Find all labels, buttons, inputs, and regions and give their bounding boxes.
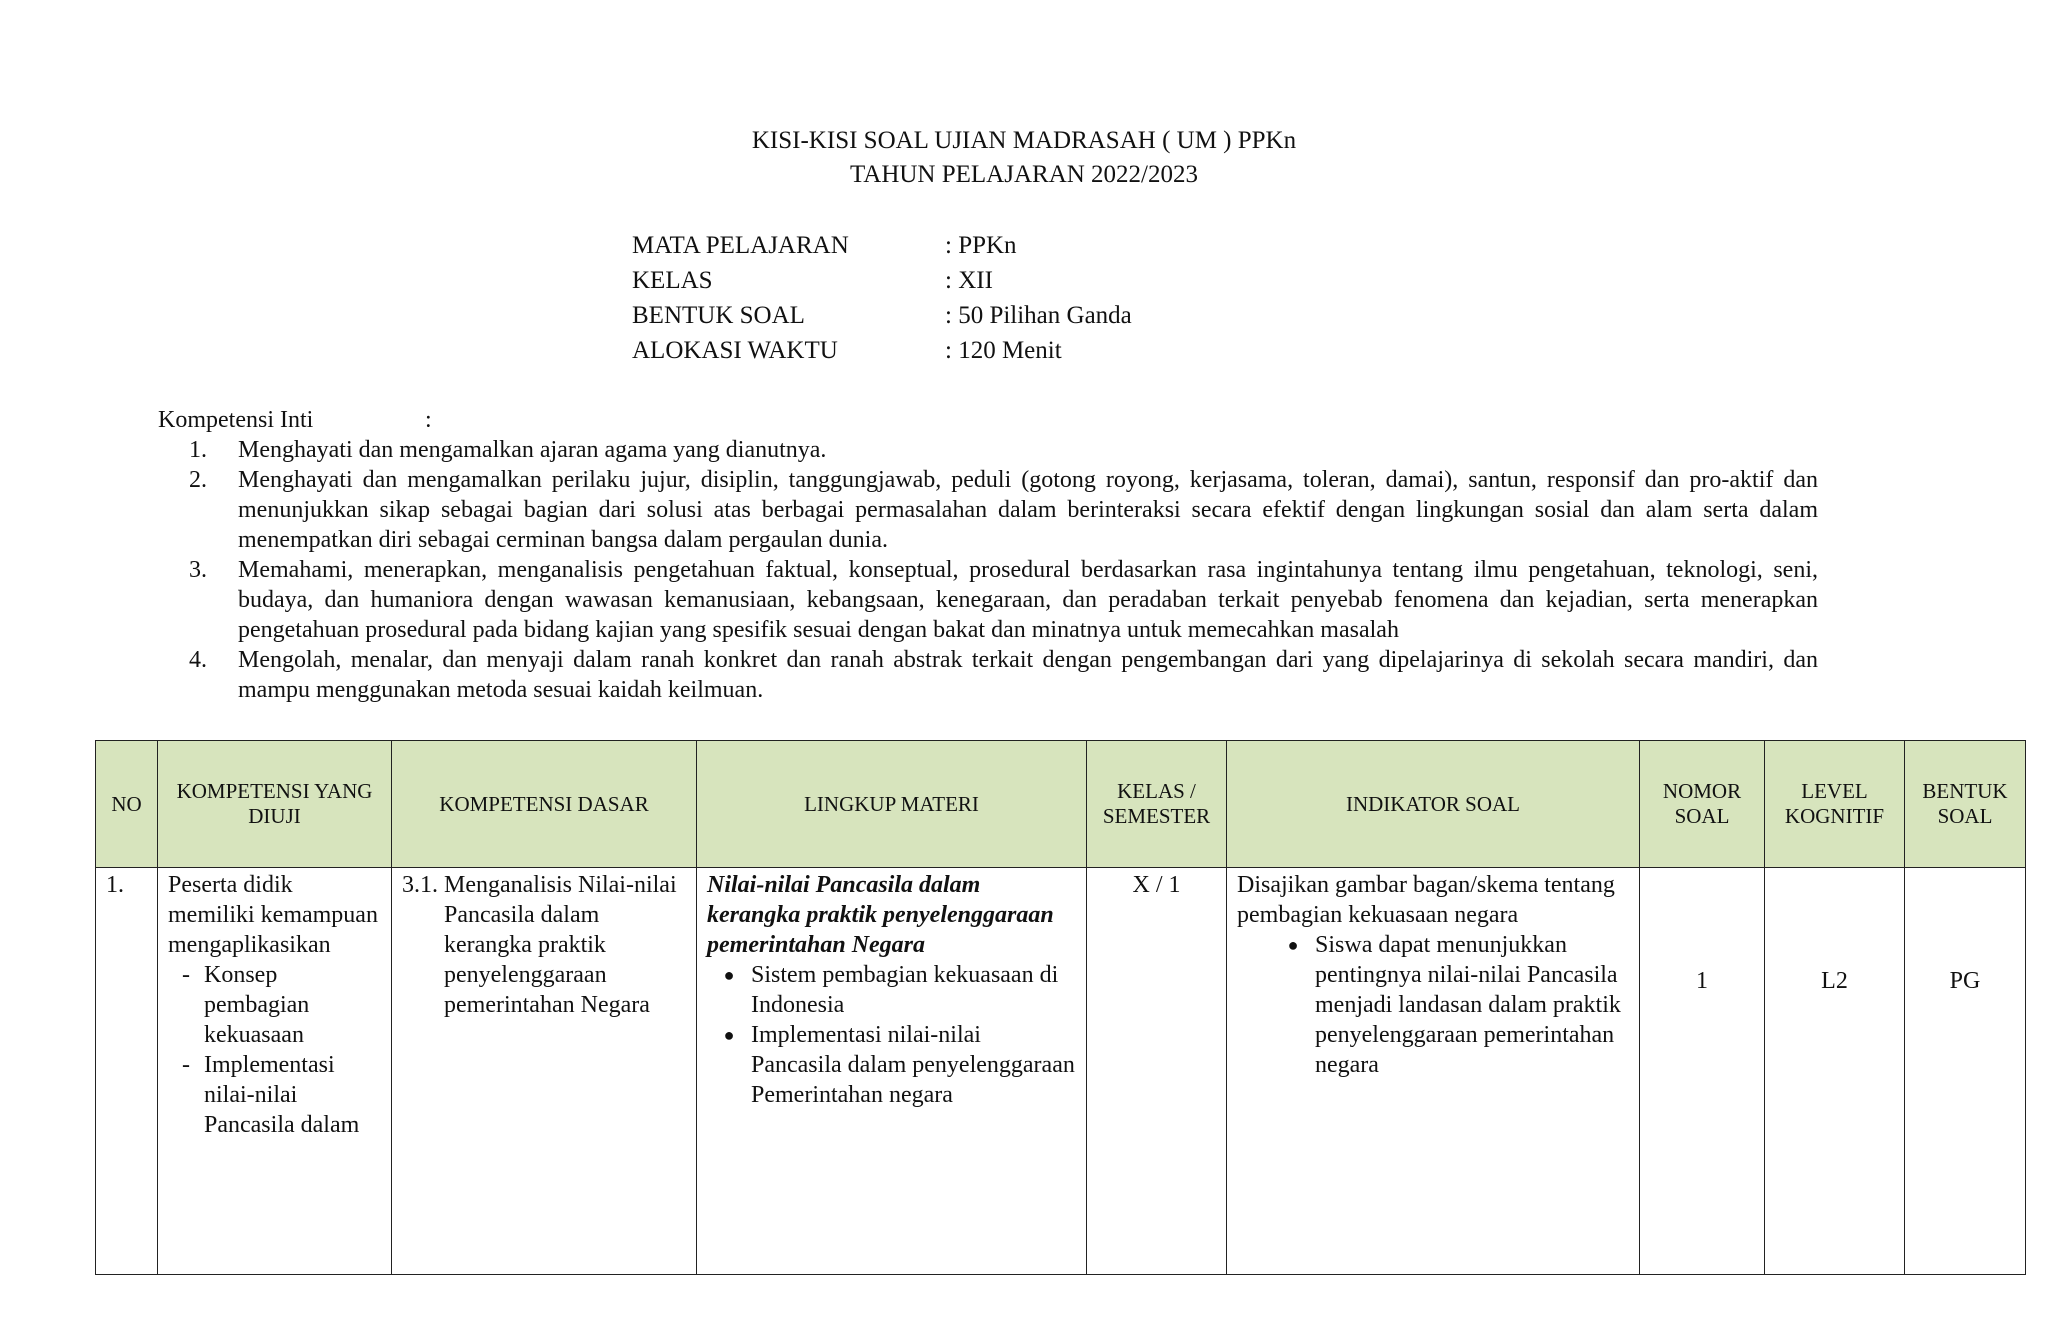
meta-row-question-form (632, 298, 1132, 333)
kompetensi-inti-label: Kompetensi Inti (158, 407, 314, 433)
meta-row-time (632, 333, 1132, 368)
table-header-row (96, 741, 2026, 868)
header-level-kognitif: LEVEL KOGNITIF (1765, 741, 1905, 868)
list-item (707, 960, 1076, 1020)
list-text: Sistem pembagian kekuasaan di Indonesia (751, 962, 1059, 1018)
dash-marker: - (182, 962, 190, 988)
kompetensi-list (168, 960, 381, 1140)
kd-text: Menganalisis Nilai-nilai Pancasila dalam kerangka praktik penyelenggaraan pemerintahan Negara (444, 872, 677, 1018)
exam-meta (632, 228, 1132, 368)
meta-row-class (632, 263, 1132, 298)
header-kompetensi-dasar: KOMPETENSI DASAR (392, 741, 697, 868)
list-text: Menghayati dan mengamalkan ajaran agama yang dianutnya. (238, 437, 827, 463)
kompetensi-intro: Peserta didik memiliki kemampuan mengaplikasikan (168, 872, 378, 958)
indikator-list (1237, 930, 1629, 1080)
list-text: Implementasi nilai-nilai Pancasila dalam (204, 1052, 360, 1138)
header-no: NO (96, 741, 158, 868)
list-number: 2. (189, 467, 207, 493)
list-text: Mengolah, menalar, dan menyaji dalam ranah konkret dan ranah abstrak terkait dengan pengembangan dari yang dipelajarinya di sekolah secara mandiri, dan mampu menggunakan metoda sesuai kaidah keilmuan. (238, 647, 1818, 703)
header-lingkup-materi: LINGKUP MATERI (697, 741, 1087, 868)
title-line-2: TAHUN PELAJARAN 2022/2023 (850, 161, 1198, 188)
cell-bentuk-soal: PG (1905, 868, 2026, 1275)
cell-nomor-soal: 1 (1640, 868, 1765, 1275)
meta-label: MATA PELAJARAN (632, 232, 849, 259)
cell-level-kognitif: L2 (1765, 868, 1905, 1275)
kompetensi-inti-section (158, 405, 1818, 705)
table-row (96, 868, 2026, 1275)
header-bentuk-soal: BENTUK SOAL (1905, 741, 2026, 868)
lingkup-materi-title: Nilai-nilai Pancasila dalam kerangka praktik penyelenggaraan pemerintahan Negara (707, 872, 1054, 958)
bullet-icon: ● (723, 965, 735, 985)
meta-label: KELAS (632, 267, 713, 294)
list-text: Implementasi nilai-nilai Pancasila dalam penyelenggaraan Pemerintahan negara (751, 1022, 1075, 1108)
list-number: 3. (189, 557, 207, 583)
meta-row-subject (632, 228, 1132, 263)
kompetensi-inti-colon: : (425, 407, 432, 433)
list-number: 1. (189, 437, 207, 463)
bullet-icon: ● (723, 1025, 735, 1045)
list-text: Siswa dapat menunjukkan pentingnya nilai-nilai Pancasila menjadi landasan dalam praktik penyelenggaraan pemerintahan negara (1315, 932, 1621, 1078)
cell-kompetensi-diuji (158, 868, 392, 1275)
list-item (168, 960, 381, 1050)
meta-value: : 120 Menit (945, 337, 1062, 364)
list-item (707, 1020, 1076, 1110)
cell-lingkup-materi (697, 868, 1087, 1275)
header-nomor-soal: NOMOR SOAL (1640, 741, 1765, 868)
meta-value: : XII (945, 267, 993, 294)
indikator-intro: Disajikan gambar bagan/skema tentang pembagian kekuasaan negara (1237, 872, 1615, 928)
list-item (158, 465, 1818, 555)
kisi-kisi-table (95, 740, 2026, 1275)
list-item (168, 1050, 381, 1140)
list-item (158, 645, 1818, 705)
list-item (1271, 930, 1629, 1080)
bullet-icon: ● (1287, 935, 1299, 955)
list-number: 4. (189, 647, 207, 673)
header-indikator-soal: INDIKATOR SOAL (1227, 741, 1640, 868)
cell-kompetensi-dasar (392, 868, 697, 1275)
kompetensi-inti-heading (158, 405, 1818, 435)
lingkup-materi-list (707, 960, 1076, 1110)
cell-no: 1. (96, 868, 158, 1275)
cell-kelas-semester: X / 1 (1087, 868, 1227, 1275)
meta-value: : 50 Pilihan Ganda (945, 302, 1132, 329)
kompetensi-inti-list (158, 435, 1818, 705)
kd-entry (402, 870, 686, 1020)
document-title (0, 124, 2048, 192)
cell-indikator-soal (1227, 868, 1640, 1275)
header-kompetensi-diuji: KOMPETENSI YANG DIUJI (158, 741, 392, 868)
meta-value: : PPKn (945, 232, 1017, 259)
meta-label: ALOKASI WAKTU (632, 337, 838, 364)
list-item (158, 435, 1818, 465)
list-text: Menghayati dan mengamalkan perilaku jujur, disiplin, tanggungjawab, peduli (gotong royong, kerjasama, toleran, damai), santun, responsif dan pro-aktif dan menunjukkan sikap sebagai bagian dari solusi atas berbagai permasalahan dalam berinteraksi secara efektif dengan lingkungan sosial dan alam serta dalam menempatkan diri sebagai cerminan bangsa dalam pergaulan dunia. (238, 467, 1818, 553)
title-line-1: KISI-KISI SOAL UJIAN MADRASAH ( UM ) PPKn (751, 127, 1297, 154)
header-kelas-semester: KELAS / SEMESTER (1087, 741, 1227, 868)
meta-label: BENTUK SOAL (632, 302, 805, 329)
dash-marker: - (182, 1052, 190, 1078)
kd-number: 3.1. (402, 872, 438, 898)
list-text: Memahami, menerapkan, menganalisis pengetahuan faktual, konseptual, prosedural berdasarkan rasa ingintahunya tentang ilmu pengetahuan, teknologi, seni, budaya, dan humaniora dengan wawasan kemanusiaan, kebangsaan, kenegaraan, dan peradaban terkait penyebab fenomena dan kejadian, serta menerapkan pengetahuan prosedural pada bidang kajian yang spesifik sesuai dengan bakat dan minatnya untuk memecahkan masalah (238, 557, 1818, 643)
list-item (158, 555, 1818, 645)
list-text: Konsep pembagian kekuasaan (204, 962, 310, 1048)
